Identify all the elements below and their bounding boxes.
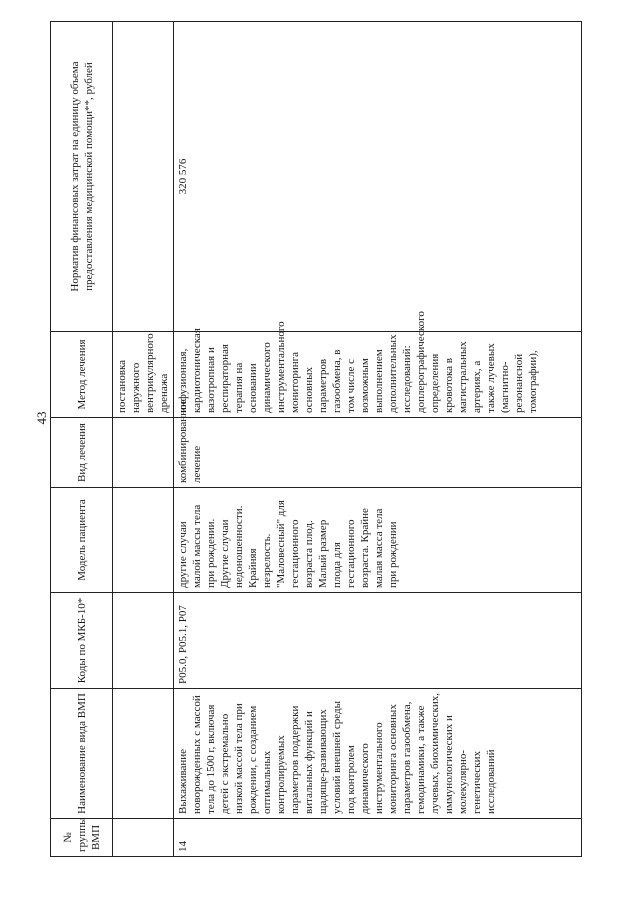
cell-group	[113, 819, 174, 857]
table-row	[113, 22, 174, 857]
cell-codes	[113, 593, 174, 689]
cell-group: 14	[174, 819, 582, 857]
cell-method: постановка наружного вентрикулярного дренажа	[113, 332, 174, 418]
header-group: № группы ВМП	[51, 819, 113, 857]
header-type: Вид лечения	[51, 418, 113, 488]
cell-type: комбинированное лечение	[174, 418, 582, 488]
cell-method: инфузионная, кардиотоническая вазотропная и респираторная терапия на основании динамического инструментального мониторинга основных параметров газообмена, в том числе с возможным выполнением дополнительных исследований: доплерографического определения кровотока в магистральных артериях, а также лучевых (магнитно-резонансной томографии),	[174, 332, 582, 418]
header-codes: Коды по МКБ-10*	[51, 593, 113, 689]
table-row	[174, 22, 582, 857]
header-method: Метод лечения	[51, 332, 113, 418]
header-name: Наименование вида ВМП	[51, 689, 113, 819]
cell-model	[113, 488, 174, 593]
cell-model: другие случаи малой массы тела при рождении. Другие случаи недоношенности. Крайняя незрелость. "Маловесный" для гестационного возраста плод. Малый размер плода для гестационного возраста. Крайне малая масса тела при рождении	[174, 488, 582, 593]
cell-codes: P05.0, P05.1, P07	[174, 593, 582, 689]
cell-name: Выхаживание новорожденных с массой тела до 1500 г, включая детей с экстремально низкой массой тела при рождении, с созданием оптимальных контролируемых параметров поддержки витальных функций и щадяще-развивающих условий внешней среды под контролем динамического инструментального мониторинга основных параметров газообмена, гемодинамики, а также лучевых, биохимических, иммунологических и молекулярно-генетических исследований	[174, 689, 582, 819]
page-number: 43	[34, 411, 49, 425]
cell-norm	[113, 22, 174, 332]
rotated-table-container	[50, 22, 578, 857]
header-norm: Норматив финансовых затрат на единицу объема предоставления медицинской помощи**, рублей	[51, 22, 113, 332]
cell-type	[113, 418, 174, 488]
table-header-row	[51, 22, 113, 857]
cell-name	[113, 689, 174, 819]
vmp-table	[50, 21, 582, 857]
header-model: Модель пациента	[51, 488, 113, 593]
cell-norm: 320 576	[174, 22, 582, 332]
